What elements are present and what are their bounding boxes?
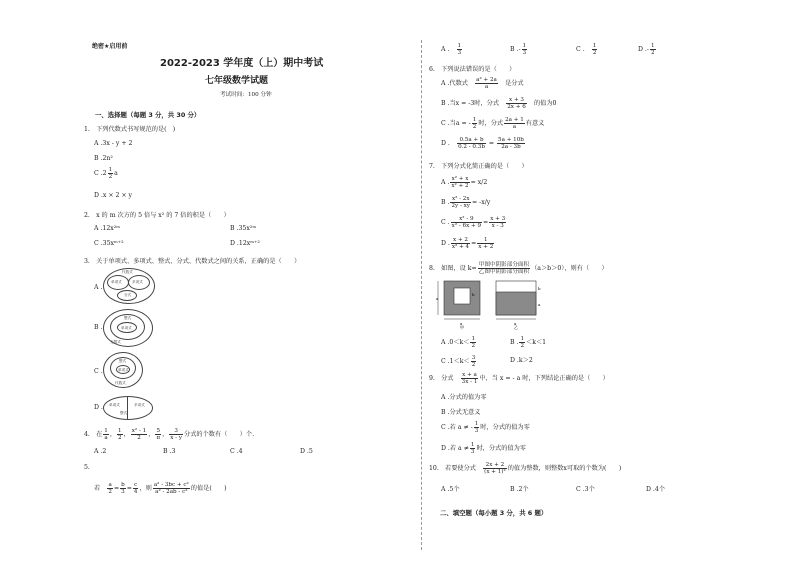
q8-option-c: C .1＜k＜ $\frac{3}{2}$ bbox=[441, 355, 476, 368]
figure-jia bbox=[436, 281, 480, 330]
svg-text:b: b bbox=[472, 292, 475, 297]
page-subtitle: 七年级数学试题 bbox=[205, 76, 269, 86]
question-9-stem: 9. 分式 $\frac{x + a}{3x - 1}$ 中，当 x = - a 时，下列结论正确的是（ ） bbox=[429, 372, 609, 385]
q3-diagram-d-line bbox=[127, 397, 128, 419]
q6-option-c: C .当a = - $\frac{1}{2}$ 时，分式 $\frac{2a + 1}{a}$ 有意义 bbox=[441, 117, 545, 130]
question-1-stem: 1. 下列代数式书写规范的是( ) bbox=[84, 126, 176, 133]
figure-yi bbox=[496, 281, 541, 330]
q3-diagram-b-mid: 整式 bbox=[110, 314, 145, 340]
q6-option-d: D . $\frac{0.5a + b}{0.2 - 0.3b}$ = $\frac{5a + 10b}{2a - 3b}$ bbox=[441, 137, 524, 150]
q1-option-a: A .3x - y + 2 bbox=[94, 140, 133, 147]
question-4-stem: 4. 在 $\frac{1}{a}$ ， $\frac{1}{2}$ ， $\frac{\text{x² - 1}}{2}$ ， $\frac{5}{\pi}$ ， $\frac{3}{x - y}$ 分式的个数有（ ）个. bbox=[84, 428, 255, 441]
q3-diagram-c-inner: 单项式 bbox=[116, 365, 130, 374]
label-jia: 甲 bbox=[460, 325, 464, 330]
q6-option-b: B .当x = -3时，分式 $\frac{x + 3}{2x + 6}$ 的值为0 bbox=[441, 97, 557, 110]
q1-option-d: D .x × 2 × y bbox=[94, 192, 133, 199]
section-heading-fill: 二、填空题（每小题 3 分，共 6 题） bbox=[440, 509, 548, 517]
q4-option-d: D .5 bbox=[300, 448, 313, 455]
q3-diagram-a-inner3: 分式 bbox=[117, 290, 137, 301]
question-5-stem: 若 $\frac{a}{2}$ = $\frac{b}{3}$ = $\frac{c}{4}$ ，则 $\frac{\text{a² - 3bc + c²}}{\text{a² - 2ab - c²}}$ 的值是( ) bbox=[94, 482, 227, 495]
q3-diagram-a-inner2: 多项式 bbox=[128, 275, 150, 290]
q10-option-a: A .5个 bbox=[441, 486, 460, 493]
svg-text:a: a bbox=[514, 321, 517, 326]
q5-option-a: A . $\frac{1}{3}$ bbox=[441, 43, 462, 56]
question-6-stem: 6. 下列说法错误的是（ ） bbox=[429, 66, 516, 73]
q3-option-d: D . bbox=[94, 404, 103, 411]
q8-option-b: B . $\frac{1}{2}$ ＜k＜1 bbox=[510, 336, 547, 349]
question-8-stem: 8. 如图，设 k= $\frac{\text{甲图中阴影部分面积}}{\text{乙图中阴影部分面积}}$ （a＞b＞0），则有（ ） bbox=[429, 262, 608, 275]
q3-option-b: B . bbox=[94, 324, 103, 331]
question-10-stem: 10. 若要使分式 $\frac{2x + 2}{\text{(x + 1)²}}$ 的值为整数，则整数x可取的个数为( ) bbox=[429, 462, 622, 475]
svg-text:a: a bbox=[436, 296, 439, 301]
q1-option-c: C .2 $\frac{1}{2}$ a bbox=[94, 167, 118, 180]
q1-option-b: B .2n² bbox=[94, 155, 113, 162]
q3-option-c: C . bbox=[94, 368, 103, 375]
q3-diagram-b: 无限式 bbox=[103, 309, 153, 347]
q7-option-c: C . $\frac{\text{x² - 9}}{\text{x² - 6x + 9}}$ = $\frac{x + 3}{x - 3}$ bbox=[441, 216, 506, 229]
section-heading-choice: 一、选择题（每题 3 分，共 30 分） bbox=[95, 111, 201, 119]
q10-option-d: D .4个 bbox=[646, 486, 666, 493]
q10-option-c: C .3个 bbox=[576, 486, 595, 493]
q2-option-d: D .12xᵐ⁺² bbox=[230, 240, 260, 247]
q3-diagram-a: 代数式 bbox=[103, 268, 155, 304]
column-divider bbox=[421, 40, 422, 550]
q8-option-a: A .0＜k＜ $\frac{1}{2}$ bbox=[441, 336, 476, 349]
q2-option-a: A .12x²ᵐ bbox=[94, 225, 121, 232]
svg-text:a: a bbox=[538, 302, 541, 307]
q10-option-b: B .2个 bbox=[510, 486, 529, 493]
q4-option-a: A .2 bbox=[94, 448, 107, 455]
q9-option-d: D .若 a ≠ $\frac{1}{3}$ 时，分式的值为零 bbox=[441, 442, 526, 455]
secret-mark: 绝密★启用前 bbox=[92, 43, 128, 50]
q8-option-d: D .k＞2 bbox=[510, 357, 533, 364]
q2-option-b: B .35x²ᵐ bbox=[230, 225, 257, 232]
exam-time: 考试时间：100 分钟 bbox=[220, 92, 272, 98]
question-5-number: 5. bbox=[84, 464, 90, 471]
q9-option-a: A .分式的值为零 bbox=[441, 394, 487, 401]
q5-option-b: B .- $\frac{1}{3}$ bbox=[510, 43, 527, 56]
q8-figure bbox=[436, 278, 546, 330]
q3-diagram-b-inner: 单项式 bbox=[117, 322, 137, 333]
q7-option-a: A . $\frac{\text{x² + x}}{\text{x² + 2}}$ = x/2 bbox=[441, 176, 488, 189]
question-2-stem: 2. x 的 m 次方的 5 倍与 x² 的 7 倍的积是（ ） bbox=[84, 212, 230, 219]
svg-text:a: a bbox=[460, 321, 463, 326]
q4-option-c: C .4 bbox=[230, 448, 243, 455]
q5-option-d: D .- $\frac{1}{2}$ bbox=[638, 43, 655, 56]
q3-diagram-c-mid: 整式 bbox=[110, 357, 136, 379]
q7-option-b: B . $\frac{\text{x² - 2x}}{2y - xy}$ = -x/y bbox=[441, 196, 491, 209]
label-yi: 乙 bbox=[514, 325, 518, 330]
page-title: 2022-2023 学年度（上）期中考试 bbox=[160, 58, 324, 69]
q3-diagram-d: 单项式 多项式 整式 bbox=[103, 396, 153, 420]
q3-diagram-c: 代数式 bbox=[103, 352, 143, 388]
q7-option-d: D . $\frac{x + 2}{\text{x² + 4}}$ = $\frac{1}{x + 2}$ bbox=[441, 237, 494, 250]
q2-option-c: C .35xᵐ⁺² bbox=[94, 240, 124, 247]
q5-option-c: C . $\frac{1}{2}$ bbox=[576, 43, 597, 56]
question-7-stem: 7. 下列分式化简正确的是（ ） bbox=[429, 163, 528, 170]
question-3-stem: 3. 关于单项式、多项式、整式、分式、代数式之间的关系，正确的是（ ） bbox=[84, 258, 301, 265]
q3-diagram-a-inner1: 单项式 bbox=[107, 275, 129, 290]
q9-option-b: B .分式无意义 bbox=[441, 409, 481, 416]
q9-option-c: C .若 a ≠ - $\frac{1}{3}$ 时，分式的值为零 bbox=[441, 421, 530, 434]
q4-option-b: B .3 bbox=[163, 448, 176, 455]
svg-text:b: b bbox=[538, 286, 541, 291]
q3-option-a: A . bbox=[94, 284, 103, 291]
q6-option-a: A .代数式 $\frac{\text{a² + 2a}}{a}$ 是分式 bbox=[441, 77, 524, 90]
